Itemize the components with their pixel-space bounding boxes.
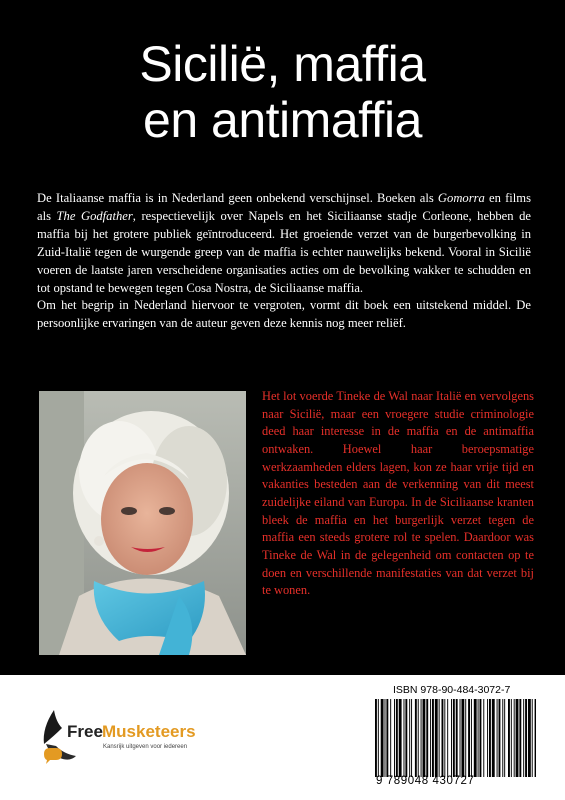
barcode-digits: 9 789048 430727: [376, 775, 475, 787]
publisher-logo: [36, 708, 256, 768]
barcode-panel: [0, 675, 565, 800]
publisher-name-free: Free: [67, 722, 103, 741]
book-title: [0, 36, 565, 148]
title-line-1: Sicilië, maffia: [139, 36, 426, 92]
book-blurb: [37, 190, 531, 333]
blurb-paragraph-1: [37, 190, 531, 297]
publisher-name-musketeers: Musketeers: [102, 722, 196, 741]
title-line-2: en antimaffia: [143, 92, 422, 148]
speech-bubble-icon: [44, 748, 62, 764]
blurb-text: en films als: [37, 191, 531, 223]
publisher-tagline: Kansrijk uitgeven voor iedereen: [103, 744, 188, 750]
isbn-label: ISBN 978-90-484-3072-7: [393, 684, 511, 696]
book-reference: Gomorra: [437, 191, 485, 205]
barcode: [374, 699, 536, 777]
blurb-paragraph-2: Om het begrip in Nederland hiervoor te vergroten, vormt dit boek een uitstekend middel. De persoonlijke ervaringen van de auteur geven deze kennis nog meer reliëf.: [37, 298, 531, 331]
author-photo: [39, 391, 246, 655]
feather-icon: [44, 710, 62, 744]
film-reference: The Godfather: [56, 208, 133, 223]
author-bio: Het lot voerde Tineke de Wal naar Italië en vervolgens naar Sicilië, maar een vroegere studie criminologie deed haar interesse in de maffia en de antimaffia ontwaken. Hoewel haar beroepsmatige werkzaamheden elders lagen, kon ze haar vrije tijd en vakanties besteden aan de verkenning van dit meest zuidelijke eiland van Europa. In de Siciliaanse kranten bleek de maffia en het burgerlijk verzet tegen de maffia een steeds grotere rol te spelen. Daardoor was Tineke de Wal in de gelegenheid om contacten op te doen en verschillende manifestaties van dat verzet bij te wonen.: [262, 389, 534, 598]
blurb-text: , respectievelijk over Napels en het Siciliaanse stadje Corleone, hebben de maffia bij het grotere publiek geïntroduceerd. Het groeiende verzet van de burgerbevolking in Zuid-Italië tegen de wurgende greep van de maffia is echter nauwelijks bekend. Vooral in Sicilië voeren de laatste jaren verscheidene organisaties acties om de bevolking wakker te schudden en tot opstand te bewegen tegen Cosa Nostra, de Siciliaanse maffia.: [37, 208, 531, 295]
blurb-text: De Italiaanse maffia is in Nederland geen onbekend verschijnsel. Boeken als: [37, 191, 438, 205]
